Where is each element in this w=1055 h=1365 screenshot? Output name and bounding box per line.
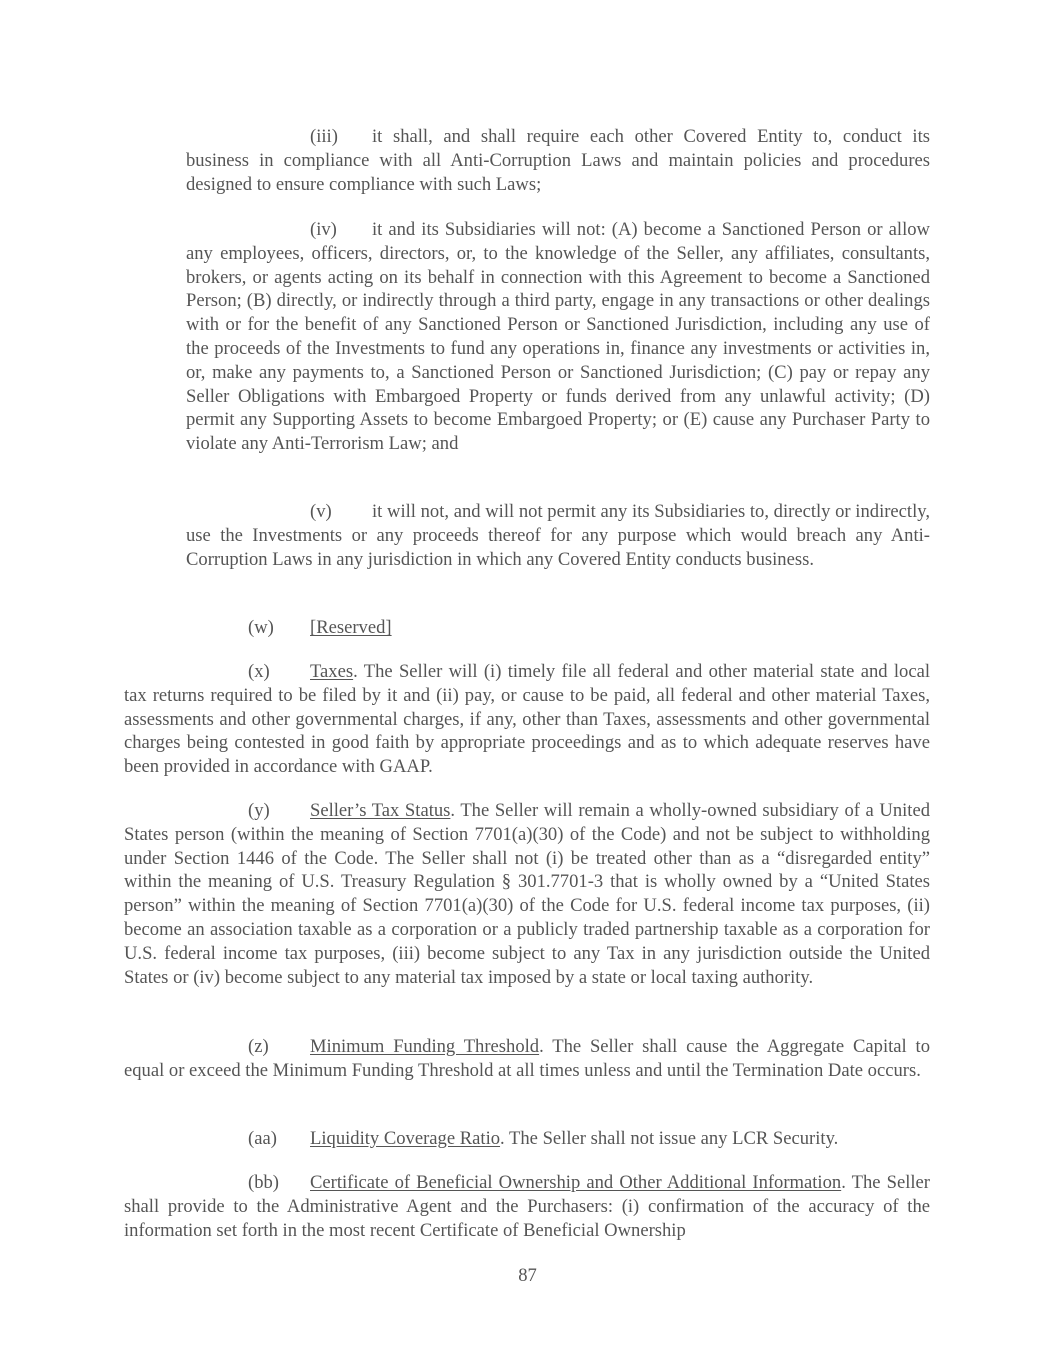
section-text: . The Seller will (i) timely file all federal and other material state and local tax returns required to be filed by it and (ii) pay, or cause to be paid, all federal and other material Taxes, assessments and other governmental charges, if any, other than Taxes, assessments and other governmental charges being contested in good faith by appropriate proceedings and as to which adequate reserves have been provided in accordance with GAAP. <box>124 661 930 778</box>
section-text: . The Seller shall provide to the Administrative Agent and the Purchasers: (i) confirmation of the accuracy of the information set forth in the most recent Certificate of Beneficial Ownership <box>124 1172 930 1241</box>
clause-text: it will not, and will not permit any its Subsidiaries to, directly or indirectly, use the Investments or any proceeds thereof for any purpose which would breach any Anti-Corruption Laws in any jurisdiction in which any Covered Entity conducts business. <box>186 501 930 570</box>
clause-number: (v) <box>310 501 332 522</box>
section-heading: Seller’s Tax Status <box>310 800 451 821</box>
section-y <box>124 799 930 989</box>
section-text: . The Seller shall not issue any LCR Security. <box>500 1128 839 1149</box>
section-heading: Taxes <box>310 661 354 682</box>
section-x <box>124 660 930 779</box>
clause-iii <box>186 125 930 196</box>
clause-text: it and its Subsidiaries will not: (A) become a Sanctioned Person or allow any employees, officers, directors, or, to the knowledge of the Seller, any affiliates, consultants, brokers, or agents acting on its behalf in connection with this Agreement to become a Sanctioned Person; (B) directly, or indirectly through a third party, engage in any transactions or other dealings with or for the benefit of any Sanctioned Person or Sanctioned Jurisdiction, including any use of the proceeds of the Investments to fund any operations in, finance any investments or activities in, or, make any payments to, a Sanctioned Person or Sanctioned Jurisdiction; (C) pay or repay any Seller Obligations with Embargoed Property or funds derived from any unlawful activity; (D) permit any Supporting Assets to become Embargoed Property; or (E) cause any Purchaser Party to violate any Anti-Terrorism Law; and <box>186 219 930 455</box>
section-number: (w) <box>248 617 274 638</box>
section-z <box>124 1035 930 1083</box>
section-heading: Minimum Funding Threshold <box>310 1036 540 1057</box>
section-number: (y) <box>248 800 270 821</box>
clause-text: it shall, and shall require each other Covered Entity to, conduct its business in compliance with all Anti-Corruption Laws and maintain policies and procedures designed to ensure compliance with such Laws; <box>186 126 930 195</box>
clause-number: (iv) <box>310 219 337 240</box>
section-text: . The Seller shall cause the Aggregate Capital to equal or exceed the Minimum Funding Threshold at all times unless and until the Termination Date occurs. <box>124 1036 930 1081</box>
section-heading: Certificate of Beneficial Ownership and Other Additional Information <box>310 1172 842 1193</box>
clause-iv <box>186 218 930 456</box>
section-number: (z) <box>248 1036 269 1057</box>
section-number: (bb) <box>248 1172 279 1193</box>
section-number: (aa) <box>248 1128 277 1149</box>
section-aa <box>124 1127 930 1151</box>
section-number: (x) <box>248 661 270 682</box>
section-heading: [Reserved] <box>310 617 392 638</box>
clause-v <box>186 500 930 571</box>
page-number: 87 <box>518 1265 537 1286</box>
section-w <box>124 616 930 640</box>
section-bb <box>124 1171 930 1242</box>
clause-number: (iii) <box>310 126 338 147</box>
section-heading: Liquidity Coverage Ratio <box>310 1128 501 1149</box>
section-text: . The Seller will remain a wholly-owned subsidiary of a United States person (within the meaning of Section 7701(a)(30) of the Code) and not be subject to withholding under Section 1446 of the Code. The Seller shall not (i) be treated other than as a “disregarded entity” within the meaning of U.S. Treasury Regulation § 301.7701-3 that is wholly owned by a “United States person” within the meaning of Section 7701(a)(30) of the Code for U.S. federal income tax purposes, (ii) become an association taxable as a corporation or a publicly traded partnership taxable as a corporation for U.S. federal income tax purposes, (iii) become subject to any Tax in any jurisdiction outside the United States or (iv) become subject to any material tax imposed by a state or local taxing authority. <box>124 800 930 988</box>
